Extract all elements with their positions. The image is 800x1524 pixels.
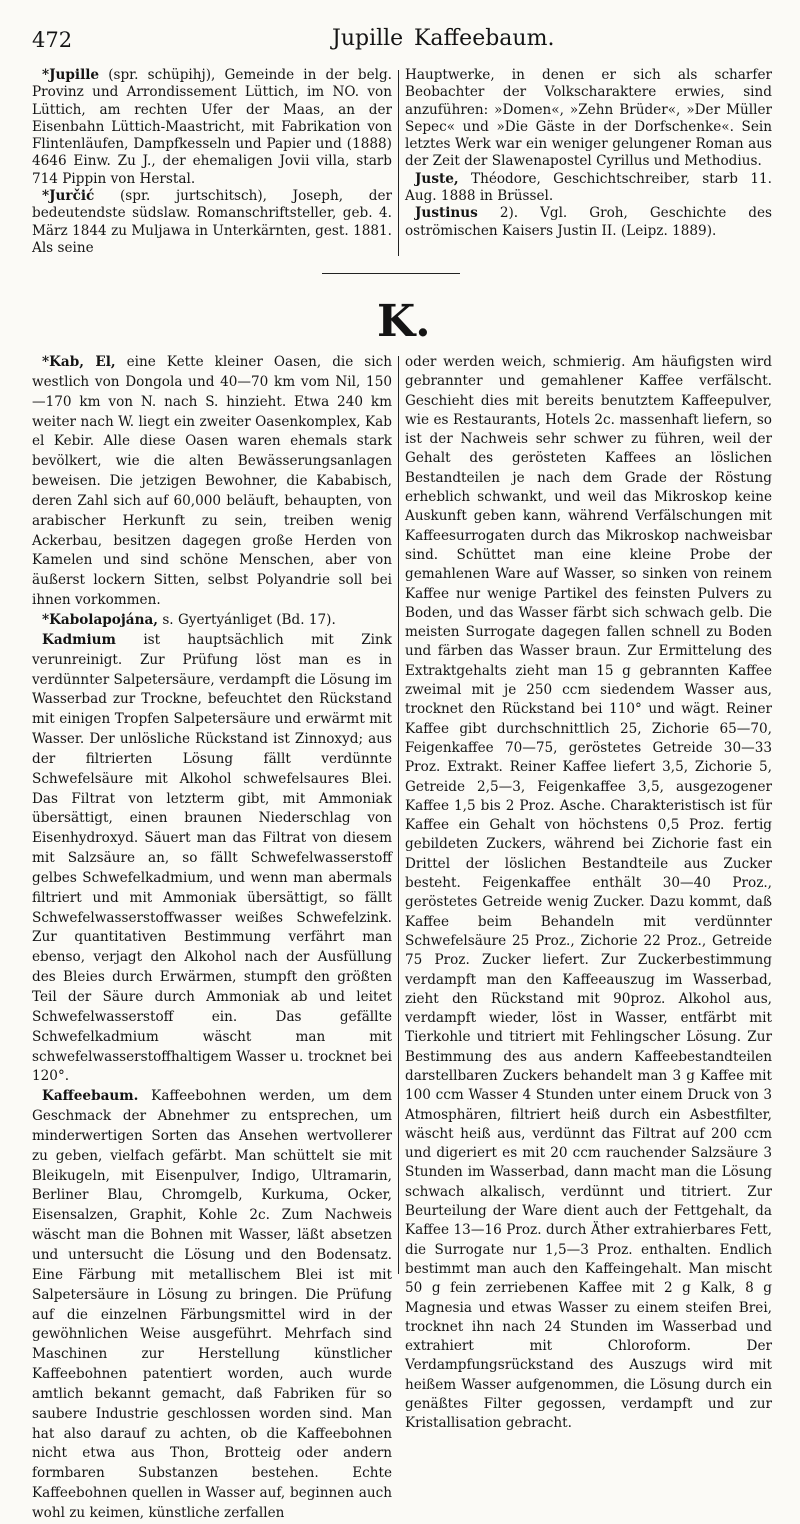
entry-text: 2). Vgl. Groh, Geschichte des oströmischen Kaisers Justin II. (Leipz. 1889). bbox=[405, 205, 772, 239]
entry-kab bbox=[32, 353, 392, 611]
entry-jupille bbox=[32, 67, 392, 188]
column-divider-main bbox=[398, 356, 399, 1274]
entry-text: ist hauptsächlich mit Zink verunreinigt. Zur Prüfung löst man es in verdünnter Salpetersäure, verdampft die Lösung im Wasserbad zur Trockne, befeuchtet den Rückstand mit einigen Tropfen Salpetersäure und erwärmt mit Wasser. Der unlösliche Rückstand ist Zinnoxyd; aus der filtrierten Lösung fällt verdünnte Schwefelsäure mit Alkohol schwefelsaures Blei. Das Filtrat von letzterm gibt, mit Ammoniak übersättigt, einen braunen Niederschlag von Eisenhydroxyd. Säuert man das Filtrat von diesem mit Salzsäure an, so fällt Schwefelwasserstoff gelbes Schwefelkadmium, und wenn man abermals filtriert und mit Ammoniak übersättigt, so fällt Schwefelwasserstoffwasser weißes Schwefelzink. Zur quantitativen Bestimmung verfährt man ebenso, verjagt den Alkohol nach der Ausfüllung des Bleies durch Erwärmen, stumpft den größten Teil der Säure durch Ammoniak ab und leitet Schwefelwasserstoff ein. Das gefällte Schwefelkadmium wäscht man mit schwefelwasserstoffhaltigem Wasser u. trocknet bei 120°. bbox=[32, 631, 392, 1085]
entry-term: Kadmium bbox=[42, 631, 116, 648]
main-left-column bbox=[32, 353, 392, 1524]
entry-jurcic bbox=[32, 188, 392, 257]
entry-text: Théodore, Geschichtschreiber, starb 11. Aug. 1888 in Brüssel. bbox=[405, 170, 772, 205]
entry-kabolapojana bbox=[32, 611, 392, 631]
section-letter: K. bbox=[377, 296, 431, 347]
entry-text: Kaffeebohnen werden, um dem Geschmack der Abnehmer zu entsprechen, um minderwertigen Sorten das Ansehen wertvollerer zu geben, vielfach gefärbt. Man schüttelt sie mit Bleikugeln, mit Eisenpulver, Indigo, Ultramarin, Berliner Blau, Chromgelb, Kurkuma, Ocker, Eisensalzen, Graphit, Kohle 2c. Zum Nachweis wäscht man die Bohnen mit Wasser, läßt absetzen und untersucht die Lösung und den Bodensatz. Eine Färbung mit metallischem Blei ist mit Salpetersäure in Lösung zu bringen. Die Prüfung auf die einzelnen Färbungsmittel wird in der gewöhnlichen Weise ausgeführt. Mehrfach sind Maschinen zur Herstellung künstlicher Kaffeebohnen patentiert worden, auch wurde amtlich bekannt gemacht, daß Fabriken für so saubere Industrie geschlossen worden sind. Man hat also darauf zu achten, ob die Kaffeebohnen nicht etwa aus Thon, Brotteig oder andern formbaren Substanzen bestehen. Echte Kaffeebohnen quellen in Wasser auf, beginnen auch wohl zu keimen, künstliche zerfallen bbox=[32, 1088, 392, 1521]
entry-text: Hauptwerke, in denen er sich als scharfer Beobachter der Volkscharaktere erwies, sind anzuführen: »Domen«, »Zehn Brüder«, »Der Müller Sepec« und »Die Gäste in der Dorfschenke«. Sein letztes Werk war ein weniger gelungener Roman aus der Zeit der Slawenapostel Cyrillus und Methodius. bbox=[405, 67, 772, 170]
running-header bbox=[32, 26, 772, 60]
header-right-word: Kaffeebaum. bbox=[414, 26, 555, 51]
main-right-column bbox=[405, 353, 772, 1434]
section-separator bbox=[322, 273, 460, 274]
top-left-column bbox=[32, 67, 392, 257]
entry-juste bbox=[405, 171, 772, 206]
top-right-column bbox=[405, 67, 772, 240]
entry-justinus bbox=[405, 205, 772, 240]
page-number: 472 bbox=[32, 28, 73, 52]
entry-term: *Kab, El, bbox=[42, 354, 116, 370]
entry-term: *Jupille bbox=[42, 67, 100, 83]
entry-text: oder werden weich, schmierig. Am häufigsten wird gebrannter und gemahlener Kaffee verfälscht. Geschieht dies mit bereits benutztem Kaffeepulver, wie es Restaurants, Hotels 2c. massenhaft liefern, so ist der Nachweis sehr schwer zu führen, weil der Gehalt des gerösteten Kaffees an löslichen Bestandteilen je nach dem Grade der Röstung erheblich schwankt, und weil das Mikroskop keine Auskunft geben kann, während Verfälschungen mit Kaffeesurrogaten durch das Mikroskop nachweisbar sind. Schüttet man eine kleine Probe der gemahlenen Ware auf Wasser, so sinken von reinem Kaffee nur wenige Partikel des feinsten Pulvers zu Boden, und das Wasser färbt sich schwach gelb. Die meisten Surrogate dagegen fallen schnell zu Boden und färben das Wasser braun. Zur Ermittelung des Extraktgehalts zieht man 15 g gebrannten Kaffee zweimal mit je 250 ccm siedendem Wasser aus, trocknet den Rückstand bei 110° und wägt. Reiner Kaffee gibt durchschnittlich 25, Zichorie 65—70, Feigenkaffee 70—75, geröstetes Getreide 30—33 Proz. Extrakt. Reiner Kaffee liefert 3,5, Zichorie 5, Getreide 2,5—3, Feigenkaffee 3,5, ausgezogener Kaffee 1,5 bis 2 Proz. Asche. Charakteristisch ist für Kaffee ein Gehalt von höchstens 0,5 Proz. fertig gebildeten Zuckers, während bei Zichorie fast ein Drittel der löslichen Bestandteile aus Zucker besteht. Feigenkaffee enthält 30—40 Proz., geröstetes Getreide wenig Zucker. Dazu kommt, daß Kaffee beim Behandeln mit verdünnter Schwefelsäure 25 Proz., Zichorie 22 Proz., Getreide 75 Proz. Zucker liefert. Zur Zuckerbestimmung verdampft man den Kaffeeauszug im Wasserbad, zieht den Rückstand mit 90proz. Alkohol aus, verdampft wieder, löst in Wasser, entfärbt mit Tierkohle und titriert mit Fehlingscher Lösung. Zur Bestimmung des aus andern Kaffeebestandteilen darstellbaren Zuckers behandelt man 3 g Kaffee mit 100 ccm Wasser 4 Stunden unter einem Druck von 3 Atmosphären, filtriert heiß durch ein Asbestfilter, wäscht heiß aus, verdünnt das Filtrat auf 200 ccm und digeriert es mit 20 ccm rauchender Salzsäure 3 Stunden im Wasserbad, dann macht man die Lösung schwach alkalisch, verdünnt und titriert. Zur Beurteilung der Ware dient auch der Fettgehalt, da Kaffee 13—16 Proz. durch Äther extrahierbares Fett, die Surrogate nur 1,5—3 Proz. enthalten. Endlich bestimmt man auch den Kaffeingehalt. Man mischt 50 g fein zerriebenen Kaffee mit 2 g Kalk, 8 g Magnesia und etwas Wasser zu einem steifen Brei, trocknet ihn nach 24 Stunden im Wasserbad und extrahiert mit Chloroform. Der Verdampfungsrückstand des Auszugs wird mit heißem Wasser aufgenommen, die Lösung durch ein genäßtes Filter gegossen, verdampft und zur Kristallisation gebracht. bbox=[405, 354, 772, 1432]
entry-term: Juste, bbox=[415, 170, 459, 187]
entry-kaffeebaum bbox=[32, 1087, 392, 1524]
entry-kadmium bbox=[32, 631, 392, 1087]
entry-term: Justinus bbox=[415, 205, 478, 222]
entry-text: eine Kette kleiner Oasen, die sich westlich von Dongola und 40—70 km vom Nil, 150—170 km von N. nach S. hinzieht. Etwa 240 km weiter nach W. liegt ein zweiter Oasenkomplex, Kab el Kebir. Alle diese Oasen waren ehemals stark bevölkert, wie die alten Bewässerungsanlagen beweisen. Die jetzigen Bewohner, die Kababisch, deren Zahl sich auf 60,000 beläuft, behaupten, von arabischer Herkunft zu sein, treiben wenig Ackerbau, besitzen dagegen große Herden von Kamelen und sind schöne Menschen, aber von äußerst lockern Sitten, selbst Polyandrie soll bei ihnen vorkommen. bbox=[32, 354, 392, 609]
entry-term: Kaffeebaum. bbox=[42, 1088, 139, 1105]
entry-term: *Kabolapojána, bbox=[42, 611, 158, 628]
entry-text: (spr. schüpihj), Gemeinde in der belg. Provinz und Arrondissement Lüttich, im NO. von Lüttich, am rechten Ufer der Maas, an der Eisenbahn Lüttich-Maastricht, mit Fabrikation von Flintenläufen, Dampfkesseln und Papier und (1888) 4646 Einw. Zu J., der ehemaligen Jovii villa, starb 714 Pippin von Herstal. bbox=[32, 67, 392, 187]
column-divider-top bbox=[398, 70, 399, 256]
header-left-word: Jupille bbox=[332, 26, 404, 51]
entry-continuation bbox=[405, 353, 772, 1434]
entry-text: s. Gyertyánliget (Bd. 17). bbox=[158, 611, 336, 628]
entry-continuation bbox=[405, 67, 772, 171]
entry-text: (spr. jurtschitsch), Joseph, der bedeutendste südslaw. Romanschriftsteller, geb. 4. März 1844 zu Muljawa in Unterkärnten, gest. 1881. Als seine bbox=[32, 188, 392, 256]
entry-term: *Jurčić bbox=[42, 188, 95, 205]
